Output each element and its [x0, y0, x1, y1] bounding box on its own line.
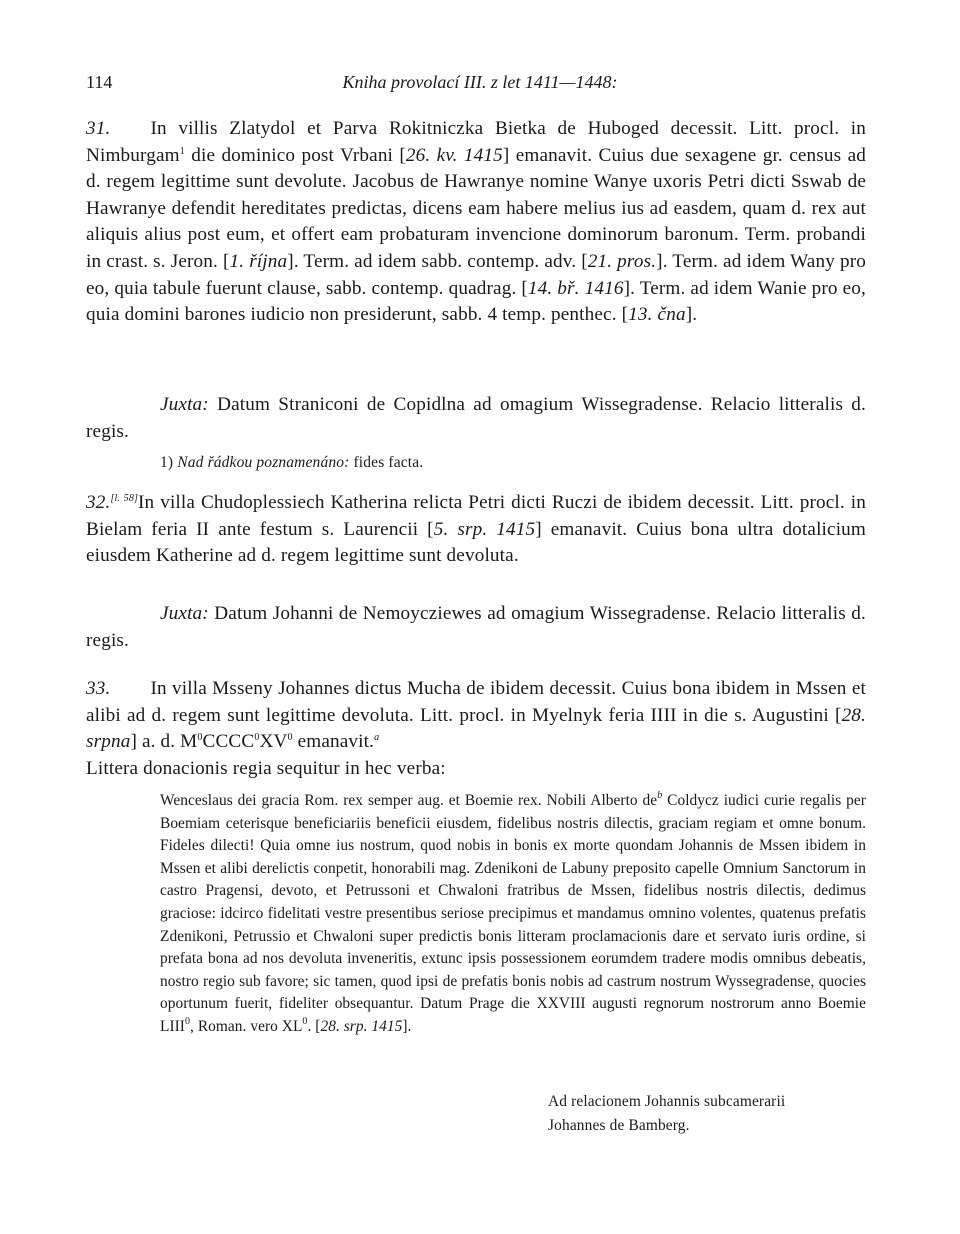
page-header: [86, 72, 874, 96]
entry-31-number: 31.: [86, 118, 111, 139]
charter-text: [160, 790, 866, 1039]
entry-32-paragraph: [86, 490, 866, 570]
entry-33-text-c: CCCC: [202, 731, 255, 753]
entry-33-text-d: XV: [259, 731, 288, 753]
entry-32-juxta: [86, 601, 866, 654]
footnote-number: 1): [160, 454, 174, 471]
footnote-marker: 1: [179, 145, 185, 157]
charter-text-5: ].: [402, 1017, 412, 1035]
footnote-text: fides facta.: [349, 454, 424, 471]
entry-31-date-2: 1. října: [229, 250, 288, 272]
entry-31-date-5: 13. čna: [628, 304, 686, 326]
entry-32-date-1: 5. srp. 1415: [433, 518, 536, 540]
entry-32-text-b: ] emanavit. Cuius bona ultra dotalicium eiusdem Katherine ad d. regem legittime sunt devoluta.: [86, 518, 867, 567]
entry-31-date-1: 26. kv. 1415: [405, 144, 503, 166]
entry-33-number: 33.: [86, 678, 111, 699]
superscript: 0: [197, 732, 203, 744]
entry-31-text-a: In villis Zlatydol et Parva Rokitniczka Bietka de Huboged decessit. Litt. procl. in Nimburgam: [86, 118, 866, 166]
entry-31-text-d: ]. Term. ad idem sabb. contemp. adv. [: [287, 250, 588, 272]
entry-33-date-1: 28. srpna: [86, 704, 866, 753]
entry-32-juxta-text: Datum Johanni de Nemoycziewes ad omagium Wissegradense. Relacio litteralis d. regis.: [86, 603, 866, 651]
entry-33-paragraph: [86, 676, 866, 782]
entry-31-juxta: [86, 392, 866, 445]
entry-32-text-a: In villa Chudoplessiech Katherina relicta Petri dicti Ruczi de ibidem decessit. Litt. procl. in Bielam feria II ante festum s. Laurencii [: [86, 492, 866, 540]
entry-31-date-4: 14. bř. 1416: [527, 277, 624, 299]
charter-text-2: Coldycz iudici curie regalis per Boemiam ceterisque beneficiariis beneficii eiusdem, fidelibus nostris dilectis, graciam regiam et omne bonum. Fideles dilecti! Quia omne ius nostrum, quod nobis in bonis ex morte quondam Johannis de Mssen ibidem in Mssen et alibi derelictis conpetit, honorabili mag. Zdenikoni de Labuny preposito capelle Omnium Sanctorum in castro Pragensi, devoto, et Petrussoni et Chwaloni fratribus de Mssen, fidelibus nostris dilectis, dedimus graciose: idcirco fidelitati vestre presentibus seriose precipimus et mandamus omnino volentes, quatenus prefatis Zdenikoni, Petrussio et Chwaloni super predictis bonis litteram proclamacionis dare et servato iuris ordine, si prefata bona ad nos devoluta inveneritis, extunc ipsis possessionem eorumdem tradere modis omnibus debeatis, nostro regio sub favore; sic tamen, quod ipsi de prefatis bonis nobis ad castrum nostrum Wyssegradense, quocies oportunum fuerit, fideliter obsequantur. Datum Prage die XXVIII augusti regnorum nostrorum anno Boemie LIII: [160, 792, 866, 1035]
superscript: 0: [254, 732, 260, 744]
entry-32-number: 32.: [86, 492, 111, 513]
entry-31-text-c: ] emanavit. Cuius due sexagene gr. census ad d. regem legittime sunt devolute. Jacobus de Hawranye nomine Wanye uxoris Petri dicti Sswab de Hawranye defendit hereditates predictas, dicens eam habere melius ius ad easdem, quam d. rex aut aliquis alius post eum, et offert eam probaturam invencione dominorum baronum. Term. probandi in crast. s. Jeron. [: [86, 144, 866, 272]
charter-text-3: , Roman. vero XL: [190, 1017, 303, 1035]
footnote-label: Nad řádkou poznamenáno:: [177, 454, 350, 471]
footnote: [160, 452, 866, 474]
charter-signature: [548, 1090, 878, 1138]
superscript: 0: [287, 732, 293, 744]
entry-31-text-f: ]. Term. ad idem Wanie pro eo, quia domini barones iudicio non presiderunt, sabb. 4 temp. penthec. [: [86, 277, 866, 326]
juxta-label: Juxta:: [160, 603, 209, 624]
entry-33-text-a: In villa Msseny Johannes dictus Mucha de ibidem decessit. Cuius bona ibidem in Mssen et alibi ad d. regem sunt legittime devoluta. Litt. procl. in Myelnyk feria IIII in die s. Augustini [: [86, 678, 866, 726]
signature-line-2: Johannes de Bamberg.: [548, 1117, 690, 1134]
charter-text-4: . [: [307, 1017, 321, 1035]
variant-note-marker: b: [657, 790, 663, 801]
entry-33-text-e: emanavit.: [292, 731, 375, 753]
page-number: 114: [86, 72, 113, 92]
folio-reference: [l. 58]: [110, 493, 139, 504]
superscript: 0: [302, 1015, 308, 1027]
entry-33-text-f: Littera donacionis regia sequitur in hec verba:: [86, 757, 446, 779]
entry-31-paragraph: [86, 116, 866, 329]
entry-31-text-b: die dominico post Vrbani [: [184, 144, 406, 166]
entry-31-date-3: 21. pros.: [587, 250, 657, 272]
variant-note-marker: a: [374, 732, 380, 744]
running-title: Kniha provolací III. z let 1411—1448:: [342, 72, 618, 92]
entry-33-text-b: ] a. d. M: [130, 731, 198, 753]
superscript: 0: [184, 1015, 191, 1027]
entry-31-text-e: ]. Term. ad idem Wany pro eo, quia tabule fuerunt clause, sabb. contemp. quadrag. [: [86, 250, 866, 299]
charter-text-1: Wenceslaus dei gracia Rom. rex semper aug. et Boemie rex. Nobili Alberto de: [160, 792, 658, 809]
juxta-label: Juxta:: [160, 394, 209, 415]
entry-31-text-g: ].: [685, 304, 698, 326]
entry-31-juxta-text: Datum Straniconi de Copidlna ad omagium Wissegradense. Relacio litteralis d. regis.: [86, 394, 866, 442]
signature-line-1: Ad relacionem Johannis subcamerarii: [548, 1093, 786, 1110]
charter-date: 28. srp. 1415: [320, 1017, 403, 1035]
